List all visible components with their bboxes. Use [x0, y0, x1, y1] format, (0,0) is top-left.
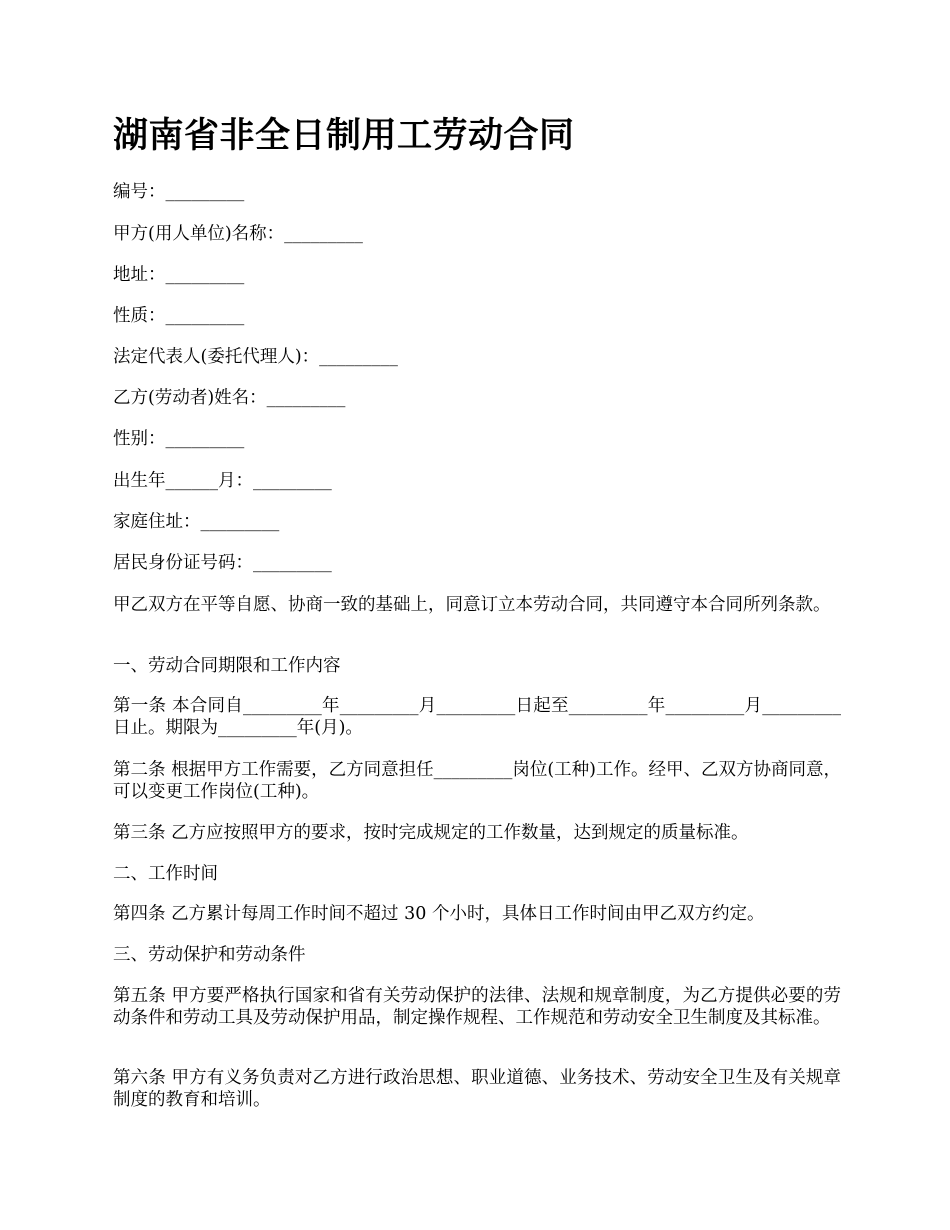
article-3: 第三条 乙方应按照甲方的要求，按时完成规定的工作数量，达到规定的质量标准。 — [113, 823, 749, 843]
field-legal-representative: 法定代表人(委托代理人)：_________ — [113, 347, 398, 367]
field-serial-number: 编号：_________ — [113, 182, 245, 202]
article-4: 第四条 乙方累计每周工作时间不超过 30 个小时，具体日工作时间由甲乙双方约定。 — [113, 904, 765, 924]
field-employee-name: 乙方(劳动者)姓名：_________ — [113, 388, 346, 408]
article-6: 第六条 甲方有义务负责对乙方进行政治思想、职业道德、业务技术、劳动安全卫生及有关规章制度的教育和培训。 — [113, 1068, 841, 1110]
intro-paragraph: 甲乙双方在平等自愿、协商一致的基础上，同意订立本劳动合同，共同遵守本合同所列条款。 — [113, 595, 831, 615]
document-title: 湖南省非全日制用工劳动合同 — [113, 116, 575, 156]
field-birth-date: 出生年______月：_________ — [113, 471, 332, 491]
article-1: 第一条 本合同自_________年_________月_________日起至_________年_________月_________日止。期限为_________年(月)。 — [113, 696, 841, 738]
field-address: 地址：_________ — [113, 265, 245, 285]
field-gender: 性别：_________ — [113, 429, 245, 449]
field-id-number: 居民身份证号码：_________ — [113, 553, 332, 573]
section-heading-1: 一、劳动合同期限和工作内容 — [113, 656, 341, 676]
article-2: 第二条 根据甲方工作需要，乙方同意担任_________岗位(工种)工作。经甲、乙双方协商同意，可以变更工作岗位(工种)。 — [113, 760, 841, 802]
field-employer-name: 甲方(用人单位)名称：_________ — [113, 224, 363, 244]
field-nature: 性质：_________ — [113, 306, 245, 326]
article-5: 第五条 甲方要严格执行国家和省有关劳动保护的法律、法规和规章制度，为乙方提供必要的劳动条件和劳动工具及劳动保护用品，制定操作规程、工作规范和劳动安全卫生制度及其标准。 — [113, 986, 841, 1028]
section-heading-3: 三、劳动保护和劳动条件 — [113, 945, 306, 965]
section-heading-2: 二、工作时间 — [113, 864, 218, 884]
field-home-address: 家庭住址：_________ — [113, 512, 280, 532]
